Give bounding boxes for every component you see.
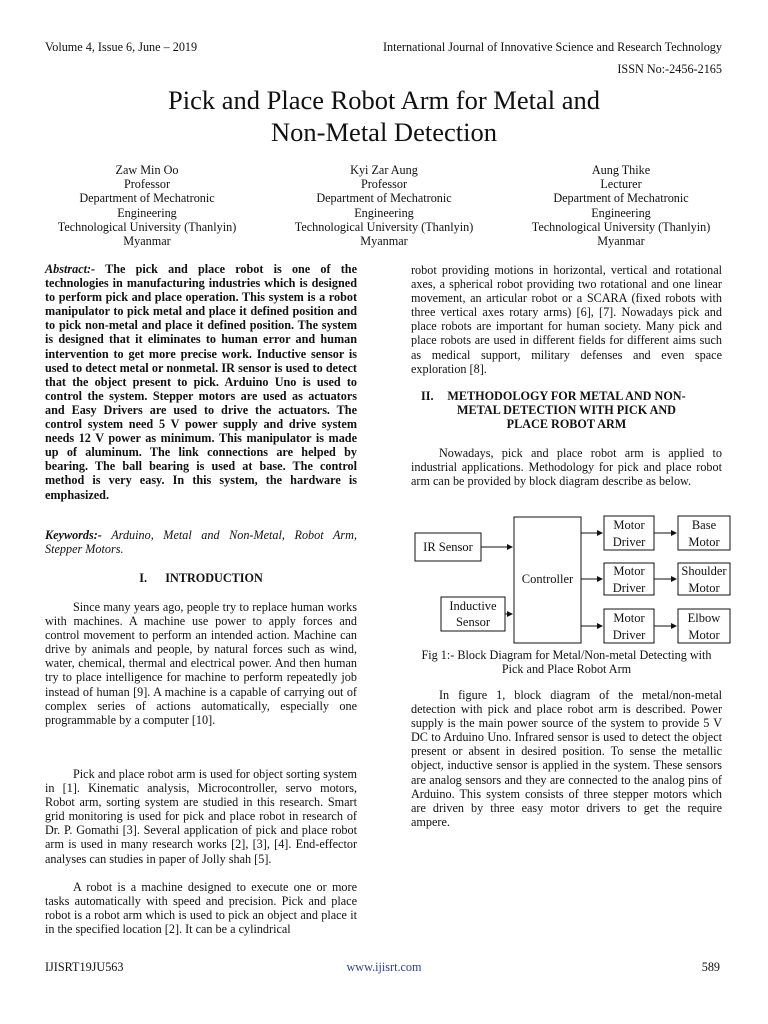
block-diagram <box>411 510 741 650</box>
right-paragraph-2 <box>411 446 722 488</box>
section-title-line-2: METAL DETECTION WITH PICK AND <box>457 403 676 418</box>
paragraph-text: In figure 1, block diagram of the metal/non-metal detection with pick and place robot arm is described. Power supply is the main power source of the system to provide 5 V DC to Arduino Uno. Infrared sensor is used to detect the object present or absent in desired position. To sense the metallic object, inductive sensor is applied in the system. These sensors are analog sensors and they are connected to the analog pins of Arduino. This system consists of three stepper motors which are driven by three easy motor drivers to get the require ampere. <box>411 688 722 829</box>
author-dept-2: Engineering <box>117 205 177 220</box>
footer-paper-code: IJISRT19JU563 <box>45 960 124 974</box>
author-univ: Technological University (Thanlyin) <box>531 219 711 234</box>
driver-3-label-1: Motor <box>613 611 645 625</box>
shoulder-motor-label-2: Motor <box>688 581 720 595</box>
caption-line-1: Fig 1:- Block Diagram for Metal/Non-metal Detecting with <box>421 648 712 662</box>
intro-paragraph-3 <box>45 880 357 936</box>
figure-caption <box>411 648 722 676</box>
author-name: Kyi Zar Aung <box>350 163 418 177</box>
footer-page-number: 589 <box>701 960 720 974</box>
footer-website-link[interactable]: www.ijisrt.com <box>346 960 422 974</box>
intro-paragraph-1 <box>45 600 357 727</box>
keywords-label: Keywords:- <box>45 528 102 542</box>
author-country: Myanmar <box>360 234 408 249</box>
section-heading-introduction: I. INTRODUCTION <box>139 571 263 585</box>
author-1 <box>22 163 272 248</box>
paragraph-text: Nowadays, pick and place robot arm is applied to industrial applications. Methodology for pick and place robot arm can be provided by block diagram describe as below. <box>411 446 722 489</box>
abstract-label: Abstract:- <box>45 262 96 276</box>
section-title-line-1: METHODOLOGY FOR METAL AND NON- <box>447 389 686 403</box>
author-dept-2: Engineering <box>354 205 414 220</box>
paragraph-text: robot providing motions in horizontal, vertical and rotational axes, a spherical robot providing two rotational and one linear movement, an articular robot or a SCARA (fixed robots with three vertical axes rotary arms) [6], [7]. Nowadays pick and place robots are important for human society. Many pick and place robots are used in different fields for different aims such as medical support, military defenses and even space exploration [8]. <box>411 263 722 376</box>
title-line-2: Non-Metal Detection <box>271 117 497 147</box>
driver-2-label-1: Motor <box>613 564 645 578</box>
elbow-motor-label-2: Motor <box>688 628 720 642</box>
inductive-label-1: Inductive <box>449 599 497 613</box>
header-issn: ISSN No:-2456-2165 <box>617 62 722 76</box>
title-line-1: Pick and Place Robot Arm for Metal and <box>167 85 600 115</box>
driver-1-label-1: Motor <box>613 518 645 532</box>
paragraph-text: A robot is a machine designed to execute one or more tasks automatically with speed and precision. Pick and place robot is a robot arm which is used to pick an object and place it in the specified location [2]. It can be a cylindrical <box>45 880 357 937</box>
paragraph-text: Since many years ago, people try to replace human works with machines. A machine use power to apply forces and control movement to perform an intended action. Machine can drive by animals and people, by natural forces such as wind, water, chemical, thermal and electrical power. And then human try to place intelligence for machine to perform repeatedly job instead of human [9]. A machine is a capable of carrying out of complex series of actions automatically, especially one programmable by a computer [10]. <box>45 600 357 727</box>
author-3 <box>496 163 746 248</box>
author-2 <box>259 163 509 248</box>
controller-label: Controller <box>521 572 574 586</box>
right-paragraph-3 <box>411 688 722 829</box>
abstract <box>45 262 357 502</box>
author-country: Myanmar <box>597 234 645 249</box>
abstract-text: The pick and place robot is one of the technologies in manufacturing industries which is designed to perform pick and place operation. This system is a robot manipulator to pick metal and place it defined position and to pick non-metal and place it defined position. The system is designed that it eliminates to human error and human intervention to get more precise work. Inductive sensor is used to detect metal or nonmetal. IR sensor is used to detect that the object present to pick. Arduino Uno is used to control the system. Stepper motors are used as actuators and Easy Drivers are used to drive the actuators. The control system need 5 V power supply and drive system needs 12 V power as minimum. This manipulator is made up of aluminum. The link connections are helped by bearing. The ball bearing is used at base. The control method is very easy. In this system, the hardware is emphasized. <box>45 262 357 502</box>
author-country: Myanmar <box>123 234 171 249</box>
header-volume: Volume 4, Issue 6, June – 2019 <box>45 40 198 54</box>
author-role: Lecturer <box>600 177 642 192</box>
base-motor-label-1: Base <box>691 518 717 532</box>
author-name: Aung Thike <box>591 163 651 177</box>
author-dept: Department of Mechatronic <box>316 191 452 206</box>
inductive-label-2: Sensor <box>455 615 491 629</box>
ir-sensor-label: IR Sensor <box>423 540 473 554</box>
author-univ: Technological University (Thanlyin) <box>294 219 474 234</box>
author-name: Zaw Min Oo <box>115 163 179 177</box>
author-role: Professor <box>123 177 171 192</box>
section-title-line-3: PLACE ROBOT ARM <box>506 417 627 432</box>
right-paragraph-1 <box>411 263 722 376</box>
driver-3-label-2: Driver <box>612 628 646 642</box>
driver-1-label-2: Driver <box>612 535 646 549</box>
author-role: Professor <box>360 177 408 192</box>
header-journal: International Journal of Innovative Science and Research Technology <box>382 40 722 54</box>
keywords-text: Arduino, Metal and Non-Metal, Robot Arm, Stepper Motors. <box>45 528 357 557</box>
author-dept: Department of Mechatronic <box>553 191 689 206</box>
author-univ: Technological University (Thanlyin) <box>57 219 237 234</box>
driver-2-label-2: Driver <box>612 581 646 595</box>
base-motor-label-2: Motor <box>688 535 720 549</box>
intro-paragraph-2 <box>45 767 357 866</box>
paper-title <box>0 84 768 148</box>
paragraph-text: Pick and place robot arm is used for object sorting system in [1]. Kinematic analysis, Microcontroller, servo motors, Robot arm, sorting system are studied in this research. Smart grid monitoring is used for pick and place robot in research of Dr. P. Gomathi [3]. Several application of pick and place robot arm is used in many research works [2], [3], [4]. End-effector analyses can studies in paper of Jolly shah [5]. <box>45 767 357 866</box>
author-dept: Department of Mechatronic <box>79 191 215 206</box>
caption-line-2: Pick and Place Robot Arm <box>501 662 632 677</box>
shoulder-motor-label-1: Shoulder <box>681 564 727 578</box>
section-number: II. <box>421 389 434 403</box>
keywords <box>45 528 357 556</box>
elbow-motor-label-1: Elbow <box>687 611 721 625</box>
author-dept-2: Engineering <box>591 205 651 220</box>
section-heading-methodology <box>411 389 722 432</box>
